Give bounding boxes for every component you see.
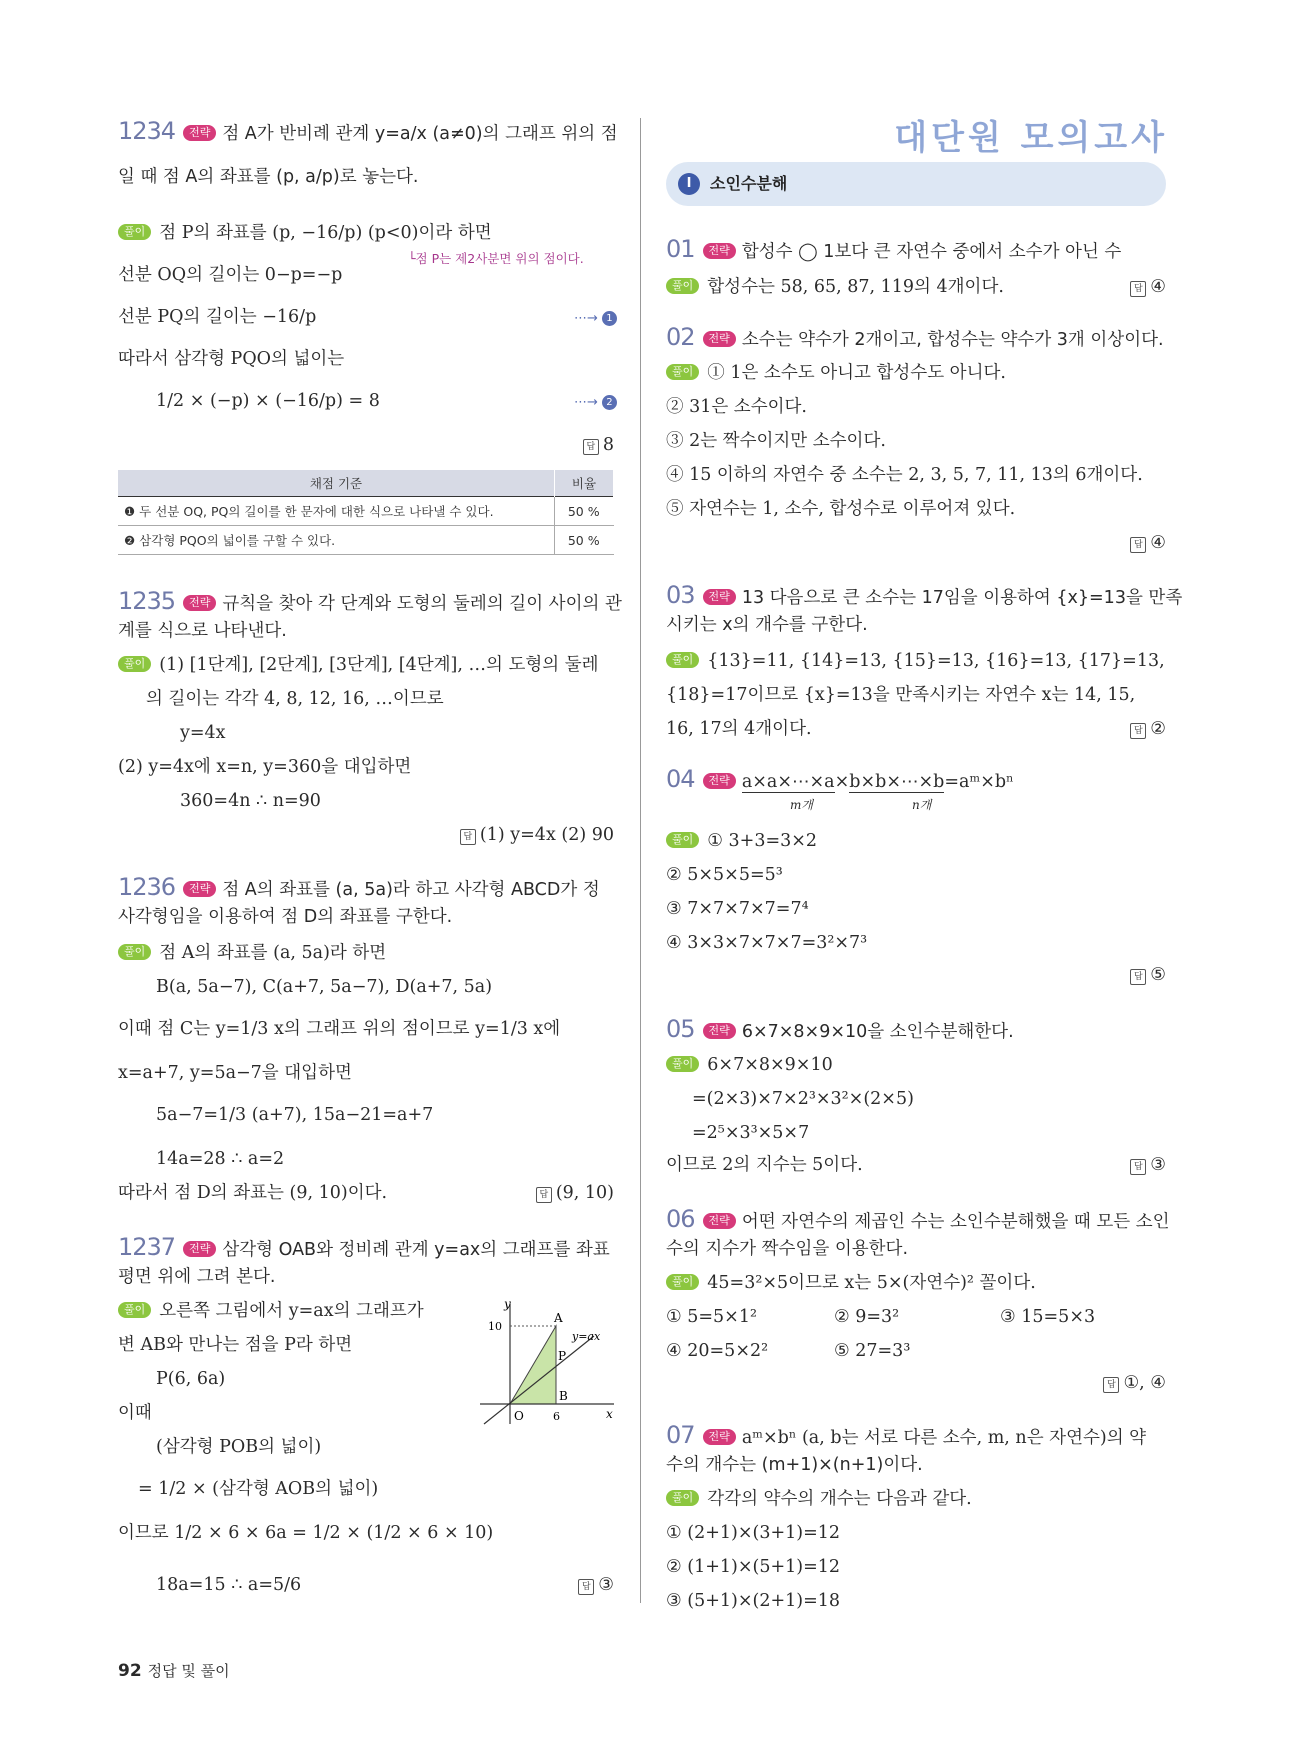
solution-line: 풀이 ① 3+3=3×2 <box>666 830 817 852</box>
solution-line: 선분 OQ의 길이는 0−p=−p <box>118 265 343 285</box>
strategy-text: 수의 개수는 (m+1)×(n+1)이다. <box>666 1455 923 1475</box>
solution-line: ② 5×5×5=5³ <box>666 865 783 885</box>
solution-line: 5a−7=1/3 (a+7), 15a−21=a+7 <box>156 1105 434 1125</box>
solution-line: 이므로 2의 지수는 5이다. <box>666 1155 863 1175</box>
y-label: y <box>504 1298 511 1311</box>
unit-review-banner: 대단원 모의고사 <box>894 118 1168 158</box>
answer: 답 8 <box>560 434 614 456</box>
section-header <box>666 162 1166 206</box>
solution-line: 풀이 ① 1은 소수도 아니고 합성수도 아니다. <box>666 362 1006 384</box>
point-a-label: A <box>554 1311 563 1325</box>
solution-line: x=a+7, y=5a−7을 대입하면 <box>118 1063 352 1083</box>
answer: 답 ⑤ <box>1110 964 1166 986</box>
solution-line: 이때 <box>118 1403 152 1423</box>
question-06-strategy: 06 전략 어떤 자연수의 제곱인 수는 소인수분해했을 때 모든 소인 <box>666 1205 1170 1233</box>
solution-line: 변 AB와 만나는 점을 P라 하면 <box>118 1335 353 1355</box>
answer: 답 (9, 10) <box>500 1182 614 1204</box>
problem-1234-strategy <box>118 117 618 145</box>
section-badge: I <box>678 173 700 195</box>
solution-line: 풀이 오른쪽 그림에서 y=ax의 그래프가 <box>118 1300 424 1322</box>
solution-line: ⑤ 자연수는 1, 소수, 합성수로 이루어져 있다. <box>666 499 1016 519</box>
grading-criteria-table <box>118 470 614 555</box>
choice: ⑤ 27=3³ <box>834 1341 911 1361</box>
answer: 답 ③ <box>1110 1154 1166 1176</box>
question-03-strategy: 03 전략 13 다음으로 큰 소수는 17임을 이용하여 {x}=13을 만족 <box>666 581 1183 609</box>
solution-tag: 풀이 <box>118 224 151 240</box>
strategy-text: 평면 위에 그려 본다. <box>118 1267 276 1287</box>
strategy-text: 점 A가 반비례 관계 y=a/x (a≠0)의 그래프 위의 점 <box>222 124 618 144</box>
question-01-strategy: 01 전략 합성수 ◯ 1보다 큰 자연수 중에서 소수가 아닌 수 <box>666 235 1122 263</box>
answer: 답 ①, ④ <box>1060 1372 1166 1394</box>
strategy-text: 일 때 점 A의 좌표를 (p, a/p)로 놓는다. <box>118 167 419 187</box>
column-divider <box>640 118 641 1603</box>
question-07-strategy: 07 전략 aᵐ×bⁿ (a, b는 서로 다른 소수, m, n은 자연수)의 약 <box>666 1421 1147 1449</box>
choice: ④ 20=5×2² <box>666 1341 769 1361</box>
choice: ③ 15=5×3 <box>1000 1307 1096 1327</box>
underbrace-label-m: m개 <box>790 798 813 812</box>
solution-line: 풀이 6×7×8×9×10 <box>666 1054 833 1076</box>
solution-line: 이때 점 C는 y=1/3 x의 그래프 위의 점이므로 y=1/3 x에 <box>118 1019 561 1039</box>
line-y-ax <box>484 1336 594 1424</box>
solution-line: 따라서 삼각형 PQO의 넓이는 <box>118 349 345 369</box>
table-header: 비율 <box>555 470 614 497</box>
point-p-label: P <box>558 1349 567 1363</box>
side-note: └점 P는 제2사분면 위의 점이다. <box>408 251 584 266</box>
problem-1235-strategy: 1235 전략 규칙을 찾아 각 단계와 도형의 둘레의 길이 사이의 관 <box>118 587 622 615</box>
table-header: 채점 기준 <box>118 470 555 497</box>
solution-line: 1/2 × (−p) × (−16/p) = 8 <box>156 391 380 411</box>
solution-line: 의 길이는 각각 4, 8, 12, 16, …이므로 <box>146 689 444 709</box>
table-row: ❶ 두 선분 OQ, PQ의 길이를 한 문자에 대한 식으로 나타낼 수 있다. 50 % <box>118 497 614 526</box>
solution-line: 360=4n ∴ n=90 <box>180 791 321 811</box>
step-marker-1: ⋯→ 1 <box>574 306 617 330</box>
solution-line: 선분 PQ의 길이는 −16/p <box>118 307 317 327</box>
solution-line: 14a=28 ∴ a=2 <box>156 1149 285 1169</box>
solution-line: 풀이 점 A의 좌표를 (a, 5a)라 하면 <box>118 942 386 964</box>
solution-line: y=4x <box>180 723 226 743</box>
question-02-strategy: 02 전략 소수는 약수가 2개이고, 합성수는 약수가 3개 이상이다. <box>666 323 1164 351</box>
solution-line: {18}=17이므로 {x}=13을 만족시키는 자연수 x는 14, 15, <box>666 685 1136 705</box>
solution-line: (삼각형 POB의 넓이) <box>156 1437 322 1457</box>
answer: 답 ④ <box>1110 532 1166 554</box>
tick-6: 6 <box>553 1410 560 1423</box>
solution-line: 따라서 점 D의 좌표는 (9, 10)이다. <box>118 1183 388 1203</box>
solution-line: 풀이 합성수는 58, 65, 87, 119의 4개이다. <box>666 276 1004 298</box>
strategy-tag: 전략 <box>183 125 216 141</box>
strategy-text: 수의 지수가 짝수임을 이용한다. <box>666 1239 909 1259</box>
page-footer <box>118 1660 230 1681</box>
solution-line: ② (1+1)×(5+1)=12 <box>666 1557 841 1577</box>
solution-line: B(a, 5a−7), C(a+7, 5a−7), D(a+7, 5a) <box>156 977 493 997</box>
solution-line: 풀이 각각의 약수의 개수는 다음과 같다. <box>666 1488 972 1510</box>
solution-line: = 1/2 × (삼각형 AOB의 넓이) <box>138 1479 379 1499</box>
solution-line: =(2×3)×7×2³×3²×(2×5) <box>692 1089 914 1109</box>
solution-line: 16, 17의 4개이다. <box>666 719 812 739</box>
triangle-oab <box>510 1326 556 1404</box>
underbrace-label-n: n개 <box>912 798 932 812</box>
solution-line: ③ 2는 짝수이지만 소수이다. <box>666 431 886 451</box>
question-04-strategy: 04 전략 a×a×⋯×a×b×b×⋯×b=aᵐ×bⁿ <box>666 765 1014 793</box>
solution-line: ③ 7×7×7×7=7⁴ <box>666 899 809 919</box>
solution-line: P(6, 6a) <box>156 1369 226 1389</box>
choice: ① 5=5×1² <box>666 1307 757 1327</box>
problem-1237-strategy: 1237 전략 삼각형 OAB와 정비례 관계 y=ax의 그래프를 좌표 <box>118 1233 610 1261</box>
footer-title: 정답 및 풀이 <box>147 1662 230 1680</box>
question-05-strategy: 05 전략 6×7×8×9×10을 소인수분해한다. <box>666 1015 1014 1043</box>
solution-line: 18a=15 ∴ a=5/6 <box>156 1575 302 1595</box>
solution-line: 풀이 점 P의 좌표를 (p, −16/p) (p<0)이라 하면 <box>118 222 492 244</box>
solution-line: 이므로 1/2 × 6 × 6a = 1/2 × (1/2 × 6 × 10) <box>118 1523 494 1543</box>
page-number: 92 <box>118 1661 142 1681</box>
solution-line: ② 31은 소수이다. <box>666 397 807 417</box>
answer: 답 ④ <box>1110 276 1166 298</box>
solution-line: ④ 3×3×7×7×7=3²×7³ <box>666 933 868 953</box>
answer: 답 ③ <box>560 1574 614 1596</box>
x-label: x <box>606 1407 613 1421</box>
strategy-text: 시키는 x의 개수를 구한다. <box>666 615 868 635</box>
solution-line: 풀이 {13}=11, {14}=13, {15}=13, {16}=13, {17}=13, <box>666 650 1165 672</box>
origin-label: O <box>514 1409 524 1423</box>
tick-10: 10 <box>488 1320 502 1333</box>
coordinate-figure <box>474 1298 620 1430</box>
problem-number: 1234 <box>118 117 176 145</box>
solution-line: =2⁵×3³×5×7 <box>692 1123 810 1143</box>
problem-1236-strategy: 1236 전략 점 A의 좌표를 (a, 5a)라 하고 사각형 ABCD가 정 <box>118 873 600 901</box>
strategy-text: 계를 식으로 나타낸다. <box>118 621 287 641</box>
solution-line: ③ (5+1)×(2+1)=18 <box>666 1591 841 1611</box>
solution-line: 풀이 45=3²×5이므로 x는 5×(자연수)² 꼴이다. <box>666 1272 1036 1294</box>
solution-line: ④ 15 이하의 자연수 중 소수는 2, 3, 5, 7, 11, 13의 6개이다. <box>666 465 1143 485</box>
line-label: y=ax <box>572 1330 601 1343</box>
table-row: ❷ 삼각형 PQO의 넓이를 구할 수 있다. 50 % <box>118 526 614 555</box>
step-marker-2: ⋯→ 2 <box>574 390 617 414</box>
solution-line: ① (2+1)×(3+1)=12 <box>666 1523 841 1543</box>
solution-line: (2) y=4x에 x=n, y=360을 대입하면 <box>118 757 412 777</box>
answer: 답 ② <box>1110 718 1166 740</box>
section-title: 소인수분해 <box>710 174 788 193</box>
answer: 답 (1) y=4x (2) 90 <box>440 824 614 846</box>
solution-line: 풀이 (1) [1단계], [2단계], [3단계], [4단계], …의 도형의 둘레 <box>118 654 599 676</box>
strategy-text: 사각형임을 이용하여 점 D의 좌표를 구한다. <box>118 907 453 927</box>
point-b-label: B <box>559 1389 568 1403</box>
choice: ② 9=3² <box>834 1307 900 1327</box>
